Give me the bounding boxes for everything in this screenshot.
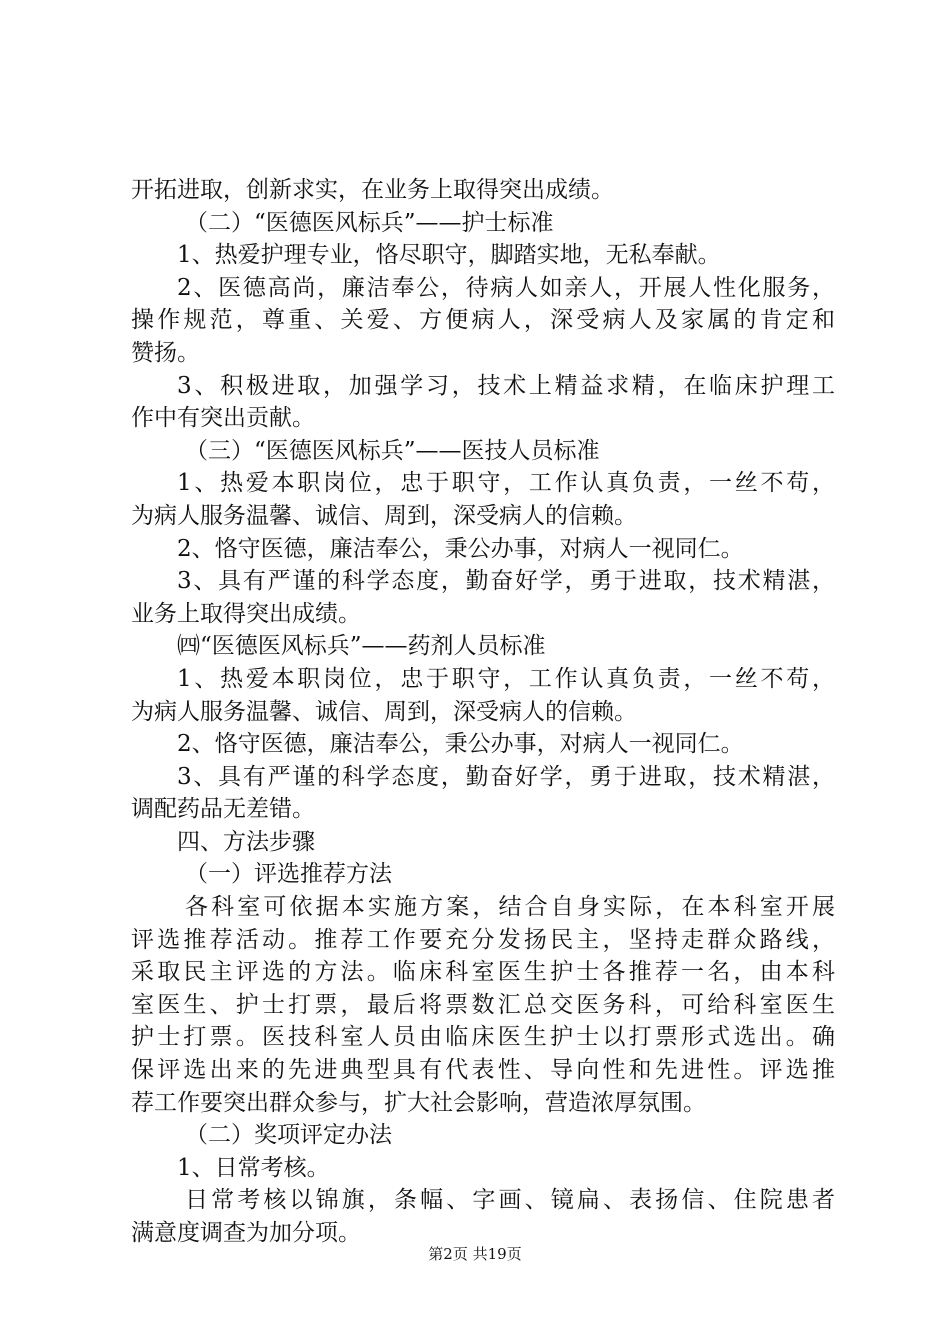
document-body [131, 174, 835, 1250]
text-line: 采取民主评选的方法。临床科室医生护士各推荐一名，由本科 [131, 959, 835, 986]
text-line: 2、医德高尚，廉洁奉公，待病人如亲人，开展人性化服务， [177, 274, 835, 301]
text-line: 满意度调查为加分项。 [131, 1220, 361, 1246]
text-line: 开拓进取，创新求实，在业务上取得突出成绩。 [131, 177, 614, 203]
text-line: 1、热爱护理专业，恪尽职守，脚踏实地，无私奉献。 [177, 242, 721, 269]
text-line: 2、恪守医德，廉洁奉公，秉公办事，对病人一视同仁。 [177, 535, 744, 562]
text-line: 3、具有严谨的科学态度，勤奋好学，勇于进取，技术精湛， [177, 763, 835, 790]
text-line: 3、具有严谨的科学态度，勤奋好学，勇于进取，技术精湛， [177, 568, 835, 595]
text-line: 日常考核以锦旗，条幅、字画、镜扁、表扬信、住院患者 [185, 1187, 835, 1214]
text-line: 1、热爱本职岗位，忠于职守，工作认真负责，一丝不苟， [177, 665, 835, 692]
text-line: 操作规范，尊重、关爱、方便病人，深受病人及家属的肯定和 [131, 307, 835, 334]
text-line: 四、方法步骤 [177, 828, 315, 855]
text-line: 业务上取得突出成绩。 [131, 600, 361, 627]
text-line: 调配药品无差错。 [131, 796, 315, 823]
text-line: ㈣“医德医风标兵”——药剂人员标准 [177, 633, 546, 660]
text-line: 荐工作要突出群众参与，扩大社会影响，营造浓厚氛围。 [131, 1089, 706, 1116]
text-line: 赞扬。 [131, 339, 200, 366]
text-line: （二）“医德医风标兵”——护士标准 [185, 209, 554, 236]
text-line: 室医生、护士打票，最后将票数汇总交医务科，可给科室医生 [131, 991, 835, 1018]
text-line: （三）“医德医风标兵”——医技人员标准 [185, 437, 600, 464]
text-line: 评选推荐活动。推荐工作要充分发扬民主，坚持走群众路线， [131, 926, 835, 953]
page-footer: 第2页 共19页 [428, 1245, 522, 1263]
text-line: （一）评选推荐方法 [185, 861, 392, 888]
text-line: 作中有突出贡献。 [131, 405, 315, 432]
text-line: 护士打票。医技科室人员由临床医生护士以打票形式选出。确 [131, 1024, 835, 1051]
text-line: 2、恪守医德，廉洁奉公，秉公办事，对病人一视同仁。 [177, 731, 744, 758]
text-line: 各科室可依据本实施方案，结合自身实际，在本科室开展 [185, 894, 835, 921]
text-line: （二）奖项评定办法 [185, 1122, 392, 1149]
text-line: 1、热爱本职岗位，忠于职守，工作认真负责，一丝不苟， [177, 470, 835, 497]
text-line: 为病人服务温馨、诚信、周到，深受病人的信赖。 [131, 698, 637, 725]
text-line: 3、积极进取，加强学习，技术上精益求精，在临床护理工 [177, 372, 835, 399]
text-line: 保评选出来的先进典型具有代表性、导向性和先进性。评选推 [131, 1057, 835, 1084]
text-line: 1、日常考核。 [177, 1154, 330, 1181]
text-line: 为病人服务温馨、诚信、周到，深受病人的信赖。 [131, 502, 637, 529]
